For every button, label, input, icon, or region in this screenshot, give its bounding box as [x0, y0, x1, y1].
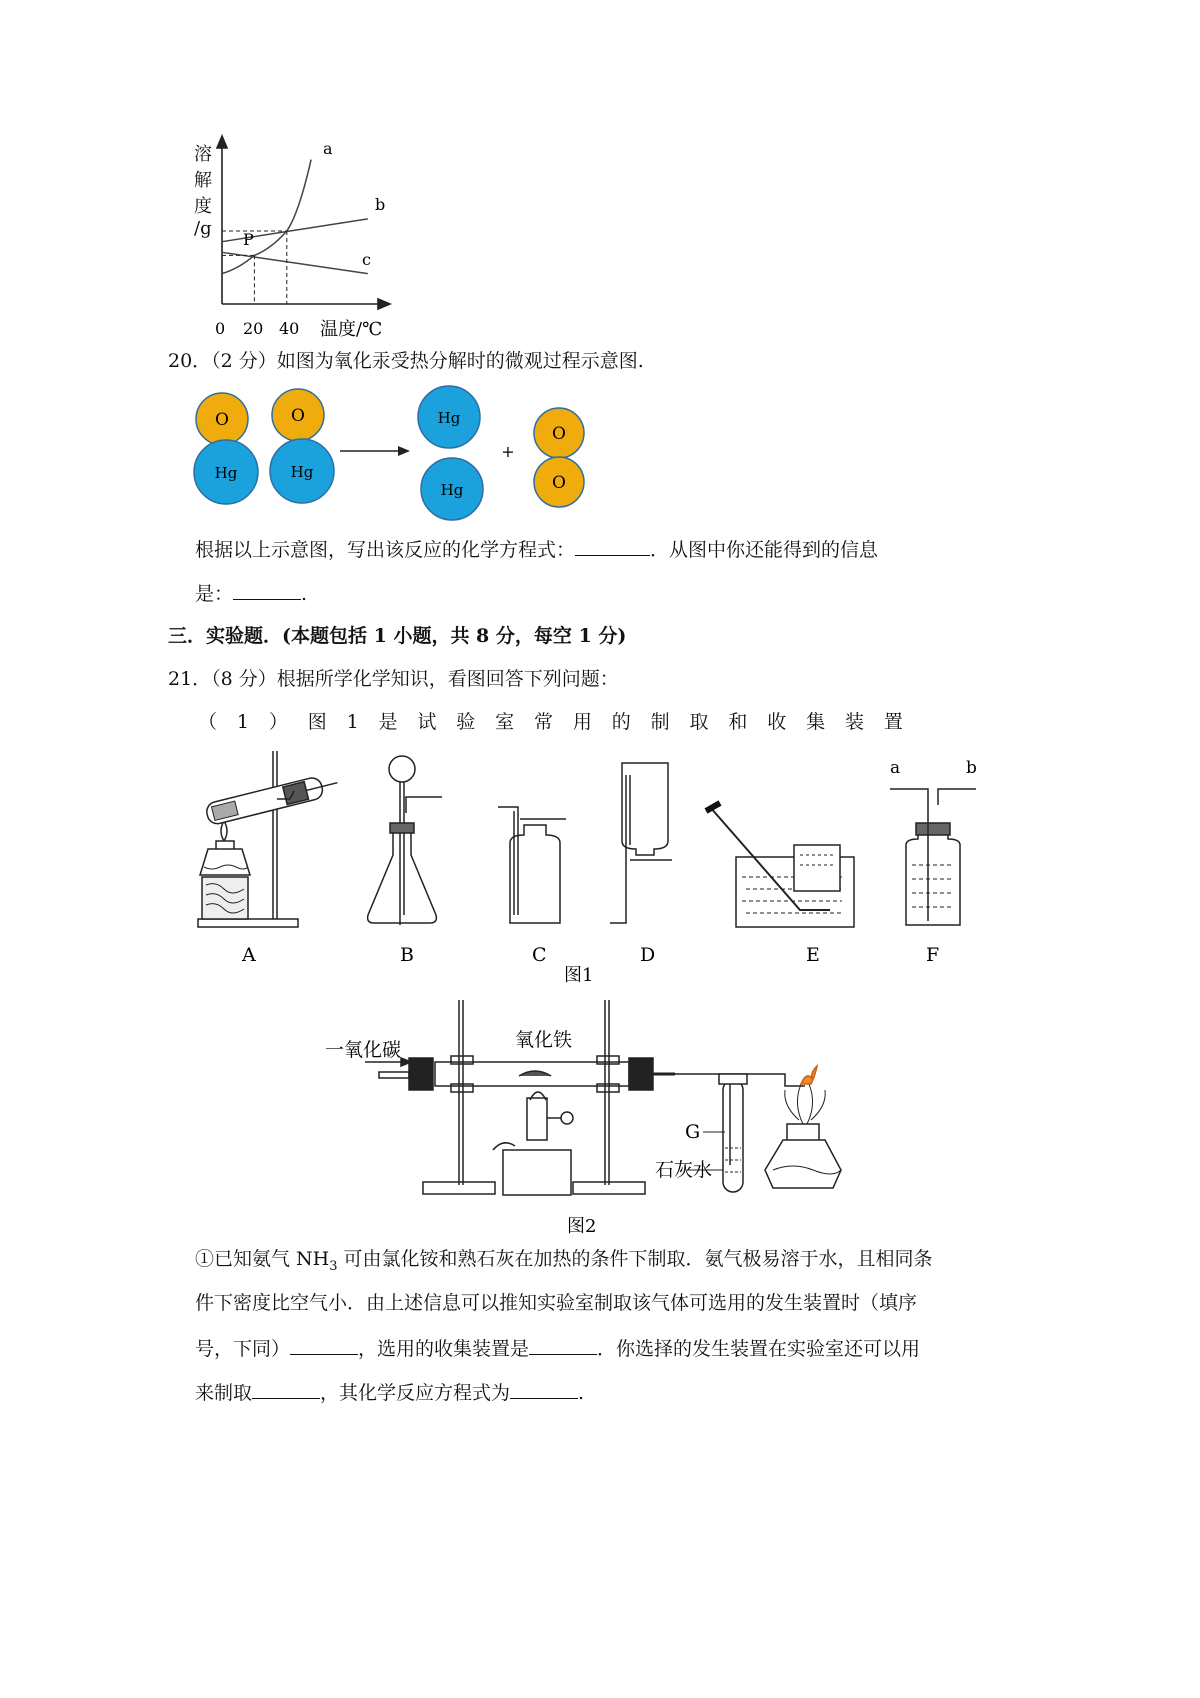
q21-blank-other-gas[interactable]: [252, 1382, 320, 1399]
chart-ylabel-4: /g: [194, 218, 212, 239]
reactant-molecule-2: [270, 389, 334, 503]
q21-header: 21．（8 分）根据所学化学知识，看图回答下列问题：: [168, 668, 619, 690]
q20-header: 20．（2 分）如图为氧化汞受热分解时的微观过程示意图.: [168, 350, 644, 372]
svg-text:O: O: [552, 473, 566, 493]
plus-sign: +: [501, 442, 515, 461]
limewater-tube-g: [719, 1074, 747, 1192]
q20-line-1: 根据以上示意图，写出该反应的化学方程式： ．从图中你还能得到的信息: [195, 539, 879, 561]
product-oxygen-molecule: [534, 408, 584, 507]
svg-text:O: O: [552, 424, 566, 444]
reactant-molecule-1: [194, 393, 258, 504]
tick-20: 20: [243, 319, 264, 338]
curve-a: [222, 160, 311, 274]
apparatus-d: [610, 763, 672, 923]
q21-blank-collector[interactable]: [529, 1338, 597, 1355]
q21-paragraph-line-4: 来制取 ，其化学反应方程式为 .: [195, 1382, 585, 1404]
sub1-char: 是: [378, 711, 398, 733]
section-3-title: 三．实验题．(本题包括 1 小题，共 8 分，每空 1 分): [168, 625, 627, 647]
q21-paragraph-line-1: ①已知氨气 $NH_3$ 可由氯化铵和熟石灰在加热的条件下制取．氨气极易溶于水，且相同条: [195, 1248, 933, 1274]
chart-ylabel-3: 度: [194, 196, 212, 217]
chart-curves: [222, 160, 368, 274]
sub1-char: 图: [307, 711, 327, 733]
sub1-char: 常: [534, 711, 554, 733]
limewater-label: 石灰水: [655, 1159, 713, 1181]
co-label: 一氧化碳: [325, 1039, 402, 1061]
chart-ylabel-1: 溶: [194, 144, 212, 165]
figure-2-caption: 图2: [567, 1216, 597, 1237]
sub1-char: 试: [417, 711, 437, 733]
label-a: A: [242, 944, 256, 966]
hgo-molecule-diagram: [190, 385, 610, 530]
q21-paragraph-line-3: 号，下同） ，选用的收集装置是 ．你选择的发生装置在实验室还可以用: [195, 1338, 921, 1360]
sub1-char: 室: [495, 711, 515, 733]
sub1-char: （: [198, 711, 218, 733]
q20-blank-info[interactable]: [233, 583, 301, 600]
sub1-char: 集: [806, 711, 826, 733]
q20-blank-equation[interactable]: [575, 539, 650, 556]
product-mercury-atoms: [418, 386, 483, 520]
apparatus-c: [498, 807, 566, 923]
curve-label-c: c: [362, 250, 371, 269]
chart-axes: [217, 136, 390, 309]
chart-plot: [190, 130, 430, 345]
label-f: F: [926, 944, 940, 966]
chart-guides: [222, 231, 287, 304]
alcohol-lamp-burner: [765, 1084, 841, 1188]
label-c: C: [532, 944, 547, 966]
curve-label-b: b: [375, 195, 386, 214]
svg-text:Hg: Hg: [437, 409, 461, 427]
figure-1-apparatus: [190, 745, 1000, 990]
apparatus-e: [706, 803, 854, 927]
sub1-char: 和: [728, 711, 748, 733]
sub1-char: 置: [883, 711, 903, 733]
sub1-char: 取: [689, 711, 709, 733]
tick-0: 0: [215, 319, 226, 338]
flame-icon: [801, 1066, 817, 1084]
sub1-char: 用: [572, 711, 592, 733]
apparatus-a: [198, 751, 340, 927]
q20-line-2: 是： .: [195, 583, 308, 605]
label-d: D: [640, 944, 656, 966]
sub1-char: 制: [650, 711, 670, 733]
sub1-char: 1: [346, 711, 359, 733]
svg-text:O: O: [215, 410, 229, 430]
fe2o3-label: 氧化铁: [515, 1029, 573, 1051]
figure-1-caption: 图1: [564, 965, 594, 986]
svg-text:Hg: Hg: [214, 464, 238, 482]
apparatus-b: [368, 756, 442, 925]
svg-text:O: O: [291, 406, 305, 426]
chart-xlabel: 温度/℃: [320, 319, 383, 340]
y-axis-arrow-icon: [217, 136, 227, 148]
sub1-char: 装: [845, 711, 865, 733]
sub1-char: ）: [268, 711, 288, 733]
sub1-char: 收: [767, 711, 787, 733]
chart-ylabel-2: 解: [194, 170, 212, 191]
port-b-label: b: [966, 758, 977, 778]
reaction-arrow-icon: [340, 446, 410, 456]
solubility-chart: [190, 130, 430, 345]
apparatus-f: [890, 789, 976, 925]
sub1-char: 的: [611, 711, 631, 733]
tick-40: 40: [279, 319, 300, 338]
x-axis-arrow-icon: [378, 299, 390, 309]
svg-text:Hg: Hg: [440, 481, 464, 499]
tube-g-label: G: [685, 1121, 701, 1143]
q21-blank-generator[interactable]: [290, 1338, 358, 1355]
figure-2-apparatus: [325, 1000, 845, 1240]
point-label: P: [243, 230, 254, 249]
q21-blank-equation[interactable]: [510, 1382, 578, 1399]
port-a-label: a: [890, 758, 901, 778]
curve-label-a: a: [323, 139, 333, 158]
label-b: B: [400, 944, 414, 966]
alcohol-blast-lamp: [493, 1092, 573, 1195]
sub1-char: 验: [456, 711, 476, 733]
label-e: E: [806, 944, 820, 966]
q21-sub-question-1: [198, 713, 903, 732]
q21-paragraph-line-2: 件下密度比空气小．由上述信息可以推知实验室制取该气体可选用的发生装置时（填序: [195, 1292, 918, 1314]
svg-text:Hg: Hg: [290, 463, 314, 481]
sub1-char: 1: [236, 711, 249, 733]
